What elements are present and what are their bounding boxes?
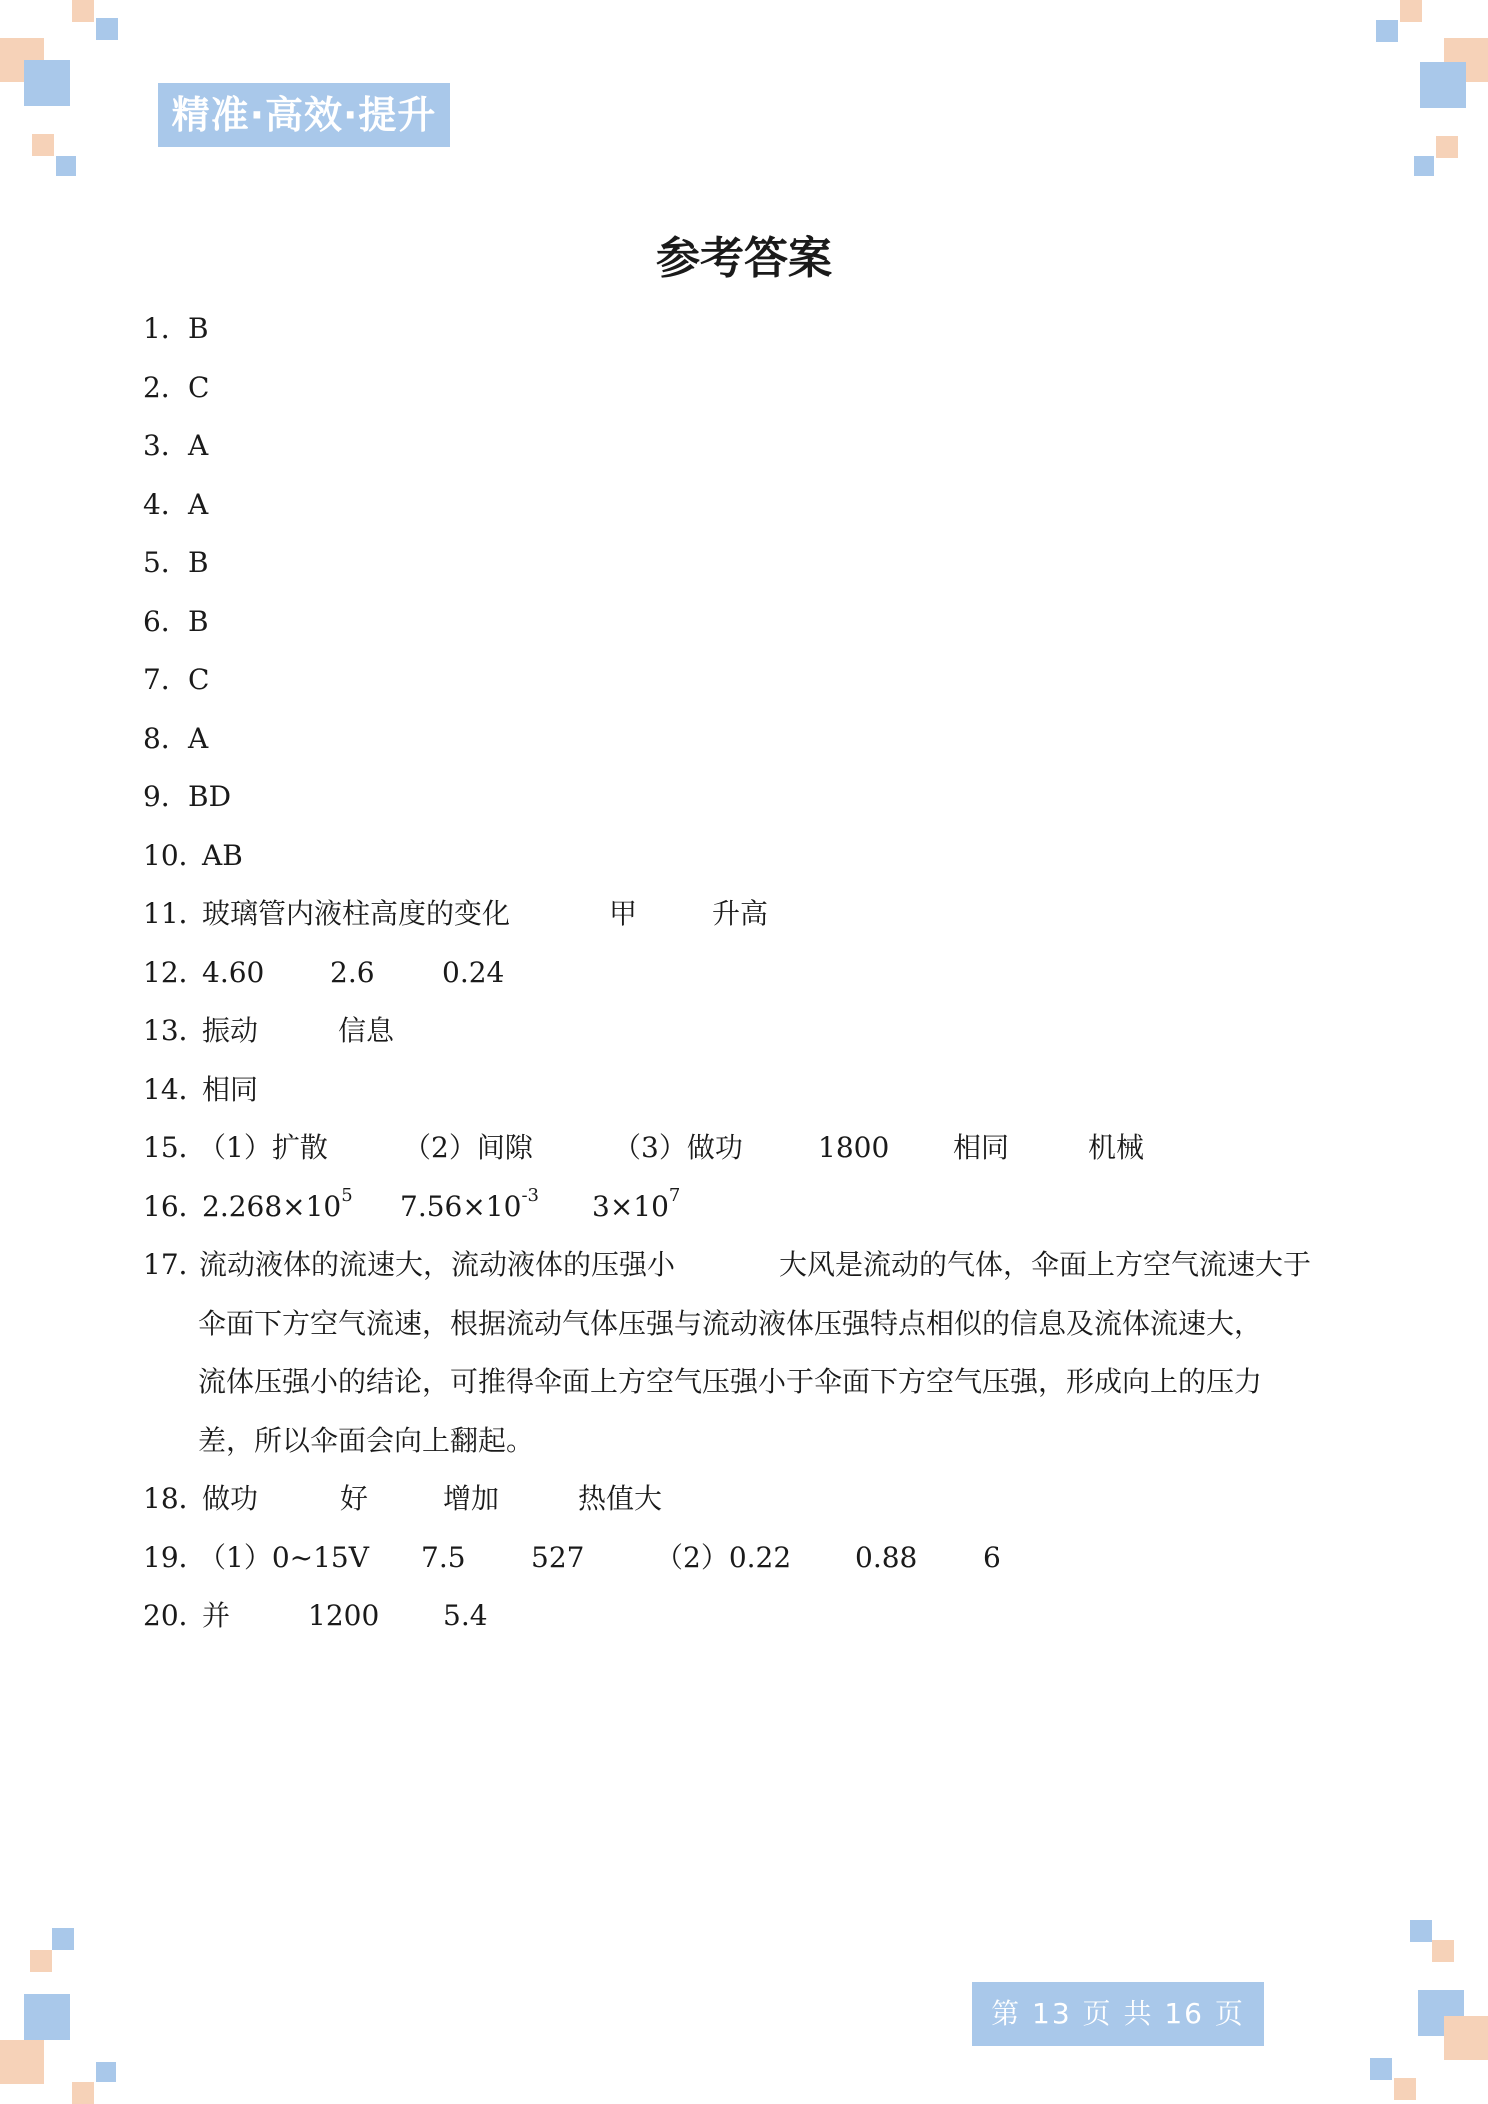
answer-value: AB: [202, 838, 243, 872]
corner-decoration: [1410, 1920, 1432, 1942]
answer-number: 13．: [143, 1014, 207, 1047]
corner-decoration: [1394, 2078, 1416, 2100]
corner-decoration: [1414, 156, 1434, 176]
corner-decoration: [1444, 2016, 1488, 2060]
answer-19: [143, 1529, 1353, 1588]
corner-decoration: [52, 1928, 74, 1950]
answer-5: [143, 534, 1353, 593]
answer-value: 1800: [818, 1131, 890, 1164]
answer-number: 1．: [143, 312, 189, 345]
answer-value: 振动: [202, 1014, 259, 1047]
answer-value: （2）0.22: [655, 1540, 792, 1574]
answer-number: 12．: [143, 955, 207, 989]
answer-7: [143, 651, 1353, 710]
answer-value: C: [188, 663, 210, 696]
answer-line: 伞面下方空气流速，根据流动气体压强与流动液体压强特点相似的信息及流体流速大，: [198, 1306, 1263, 1340]
answer-value: 大风是流动的气体，伞面上方空气流速大于: [779, 1248, 1312, 1281]
answer-number: 7．: [143, 663, 189, 696]
answer-11: [143, 885, 1353, 944]
corner-decoration: [1370, 2058, 1392, 2080]
answer-value: 做功: [202, 1482, 259, 1515]
corner-decoration: [72, 0, 94, 22]
corner-decoration: [96, 2062, 116, 2082]
answer-value: B: [188, 604, 209, 638]
answer-value: 1200: [308, 1599, 380, 1632]
answer-value: [400, 1178, 539, 1237]
answer-value: B: [188, 312, 209, 345]
corner-decoration: [1376, 20, 1398, 42]
page-title: 参考答案: [656, 233, 832, 284]
answer-value: 5.4: [443, 1599, 488, 1632]
answer-15: [143, 1119, 1353, 1178]
answer-number: 14．: [143, 1072, 207, 1106]
answer-10: [143, 827, 1353, 886]
answer-number: 3．: [143, 429, 189, 462]
answer-value: 并: [202, 1599, 231, 1632]
answer-4: [143, 476, 1353, 535]
answer-value: （2）间隙: [403, 1131, 533, 1164]
answer-value: 热值大: [578, 1482, 663, 1515]
answer-2: [143, 359, 1353, 418]
answer-16: [143, 1178, 1353, 1237]
answer-value: 机械: [1088, 1131, 1145, 1164]
answer-value: 好: [340, 1482, 369, 1515]
answer-value: 2.6: [330, 955, 375, 989]
answer-value: 甲: [609, 897, 638, 930]
corner-decoration: [30, 1950, 52, 1972]
answer-14: [143, 1061, 1353, 1120]
corner-decoration: [24, 1994, 70, 2040]
answer-value: 增加: [443, 1482, 500, 1515]
corner-decoration: [0, 2040, 44, 2084]
answer-value: （3）做功: [613, 1131, 743, 1164]
answer-number: 10．: [143, 838, 207, 872]
answer-9: [143, 768, 1353, 827]
answer-paragraph: [143, 1236, 1353, 1470]
answer-number: 11．: [143, 897, 207, 930]
answer-20: [143, 1587, 1353, 1646]
corner-decoration: [56, 156, 76, 176]
answer-6: [143, 593, 1353, 652]
answer-value: [592, 1178, 680, 1237]
answer-1: [143, 300, 1353, 359]
answer-number: 2．: [143, 370, 189, 404]
answer-number: 9．: [143, 780, 189, 813]
answer-8: [143, 710, 1353, 769]
answer-value: A: [188, 487, 209, 521]
value-base: 2.268×10: [202, 1189, 342, 1223]
value-base: 7.56×10: [400, 1189, 522, 1223]
answer-3: [143, 417, 1353, 476]
answer-number: 4．: [143, 487, 189, 521]
value-base: 3×10: [592, 1189, 669, 1223]
answer-list: [143, 300, 1353, 1646]
corner-decoration: [1420, 62, 1466, 108]
answer-number: 6．: [143, 604, 189, 638]
answer-13: [143, 1002, 1353, 1061]
answer-value: 流动液体的流速大，流动液体的压强小: [199, 1248, 676, 1281]
answer-value: 527: [531, 1540, 585, 1574]
answer-12: [143, 944, 1353, 1003]
answer-value: （1）扩散: [198, 1131, 328, 1164]
corner-decoration: [72, 2082, 94, 2104]
answer-value: A: [188, 429, 209, 462]
answer-17: [143, 1236, 1353, 1470]
answer-number: 5．: [143, 546, 189, 579]
corner-decoration: [24, 60, 70, 106]
answer-line: 差，所以伞面会向上翻起。: [198, 1423, 535, 1457]
answer-value: （1）0~15V: [198, 1540, 369, 1574]
corner-decoration: [1432, 1940, 1454, 1962]
answer-value: BD: [188, 780, 232, 813]
answer-value: B: [188, 546, 209, 579]
answer-value: C: [188, 370, 210, 404]
brand-banner: 精准·高效·提升: [158, 83, 450, 147]
answer-line: 流体压强小的结论，可推得伞面上方空气压强小于伞面下方空气压强，形成向上的压力: [198, 1365, 1263, 1398]
corner-decoration: [32, 134, 54, 156]
answer-value: 相同: [202, 1072, 259, 1106]
value-exponent: 7: [668, 1185, 681, 1207]
answer-value: 相同: [953, 1131, 1010, 1164]
answer-value: 玻璃管内液柱高度的变化: [202, 897, 511, 930]
answer-value: 信息: [338, 1014, 395, 1047]
answer-number: 15．: [143, 1131, 207, 1164]
page-indicator: 第 13 页 共 16 页: [972, 1982, 1264, 2046]
answer-18: [143, 1470, 1353, 1529]
answer-value: A: [188, 721, 209, 755]
answer-number: 8．: [143, 721, 189, 755]
corner-decoration: [96, 18, 118, 40]
answer-value: 4.60: [202, 955, 265, 989]
answer-value: 7.5: [421, 1540, 466, 1574]
answer-number: 18．: [143, 1482, 207, 1515]
answer-value: 0.88: [855, 1540, 918, 1574]
answer-value: 0.24: [442, 955, 505, 989]
answer-value: [202, 1178, 353, 1237]
answer-number: 16．: [143, 1189, 207, 1223]
answer-number: 19．: [143, 1540, 207, 1574]
corner-decoration: [1436, 136, 1458, 158]
answer-value: 6: [983, 1540, 1001, 1574]
corner-decoration: [1400, 0, 1422, 22]
value-exponent: 5: [341, 1185, 353, 1207]
value-exponent: -3: [521, 1185, 539, 1207]
answer-number: 17．: [143, 1248, 207, 1281]
answer-value: 升高: [712, 897, 769, 930]
answer-number: 20．: [143, 1599, 207, 1632]
